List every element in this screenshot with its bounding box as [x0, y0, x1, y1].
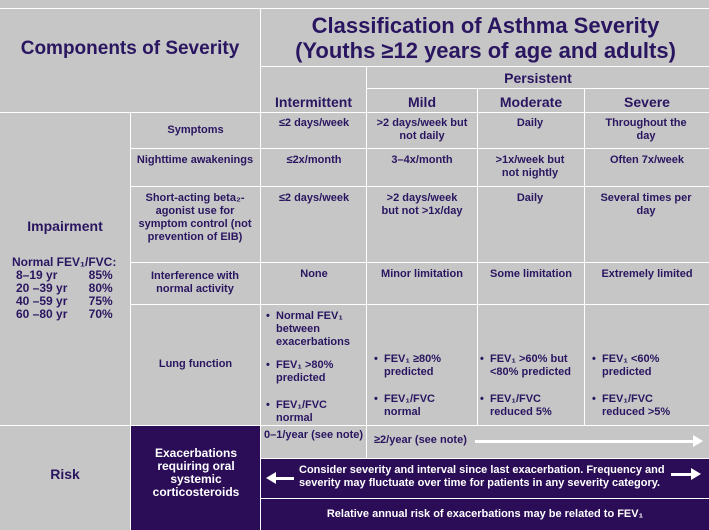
fev-norms-title: Normal FEV₁/FVC:: [12, 255, 117, 269]
freq-persistent: ≥2/year (see note): [374, 434, 467, 446]
lung-item: • FEV₁/FVC reduced >5%: [592, 393, 696, 419]
arrow-right-icon-2: [691, 468, 701, 480]
row-label-symptoms: Symptoms: [167, 124, 224, 136]
col-intermittent: Intermittent: [275, 94, 352, 110]
relative-risk-text: Relative annual risk of exacerbations may be related to FEV₁: [326, 508, 644, 520]
arrow-right-line: [475, 440, 695, 443]
persistent-header: Persistent: [504, 70, 572, 86]
impairment-label: Impairment: [27, 218, 103, 234]
exacerbations-label: Exacerbations requiring oral systemic corticosteroids: [152, 446, 240, 499]
symptoms-severe: Throughout the day: [605, 117, 687, 142]
nighttime-mild: 3–4x/month: [391, 154, 453, 166]
lung-moderate: [480, 353, 582, 419]
nighttime-moderate: >1x/week but not nightly: [495, 154, 565, 179]
fev-age: 40 –59 yr: [16, 294, 68, 308]
fev-norms: [12, 256, 128, 321]
symptoms-moderate: Daily: [516, 117, 544, 129]
lung-item: • FEV₁/FVC normal: [266, 399, 362, 425]
symptoms-intermittent: ≤2 days/week: [278, 117, 350, 129]
freq-intermittent: 0–1/year (see note): [261, 426, 366, 458]
saba-moderate: Daily: [516, 192, 544, 204]
lung-item: • FEV₁ <60% predicted: [592, 353, 696, 379]
lung-item: • FEV₁/FVC normal: [374, 393, 470, 419]
nighttime-intermittent: ≤2x/month: [286, 154, 342, 166]
title-line-1: Classification of Asthma Severity: [311, 13, 660, 38]
lung-item: • FEV₁ ≥80% predicted: [374, 353, 470, 379]
lung-item: • FEV₁/FVC reduced 5%: [480, 393, 582, 419]
saba-mild: >2 days/week but not >1x/day: [381, 192, 463, 217]
consider-text: Consider severity and interval since last exacerbation. Frequency and severity may fluctuate over time for patients in any severity category.: [299, 464, 665, 489]
fev-age: 60 –80 yr: [16, 307, 68, 321]
col-severe: Severe: [624, 94, 670, 110]
arrow-right-line-2: [671, 473, 693, 476]
consider-row: [261, 459, 709, 498]
lung-item: • FEV₁ >60% but <80% predicted: [480, 353, 582, 379]
title-line-2: (Youths ≥12 years of age and adults): [295, 38, 676, 63]
fev-pct: 75%: [88, 294, 113, 308]
fev-pct: 80%: [88, 281, 113, 295]
col-mild: Mild: [408, 94, 436, 110]
nighttime-severe: Often 7x/week: [610, 154, 684, 166]
row-label-saba: Short-acting beta₂-agonist use for symptom control (not prevention of EIB): [138, 192, 252, 243]
arrow-right-icon: [693, 435, 703, 447]
lung-severe: [592, 353, 696, 419]
col-moderate: Moderate: [499, 94, 563, 110]
fev-age: 20 –39 yr: [16, 281, 68, 295]
saba-severe: Several times per day: [600, 192, 692, 217]
freq-persistent-cell: [367, 426, 709, 458]
arrow-left-icon: [266, 472, 276, 484]
risk-label: Risk: [50, 466, 80, 482]
row-label-nighttime: Nighttime awakenings: [136, 154, 254, 166]
arrow-left-line: [274, 477, 294, 480]
fev-age: 8–19 yr: [16, 268, 58, 282]
interference-intermittent: None: [300, 268, 328, 280]
symptoms-mild: >2 days/week but not daily: [376, 117, 468, 142]
components-header: Components of Severity: [20, 38, 240, 59]
row-label-lung: Lung function: [158, 358, 233, 370]
lung-item: • FEV₁ >80% predicted: [266, 359, 362, 385]
lung-mild: [374, 353, 470, 419]
saba-intermittent: ≤2 days/week: [278, 192, 350, 204]
interference-severe: Extremely limited: [601, 268, 693, 280]
interference-mild: Minor limitation: [381, 268, 463, 280]
fev-pct: 70%: [88, 307, 113, 321]
lung-item: • Normal FEV₁ between exacerbations: [266, 310, 362, 349]
lung-intermittent: [266, 310, 362, 425]
interference-moderate: Some limitation: [490, 268, 572, 280]
row-label-interference: Interference with normal activity: [150, 270, 240, 295]
fev-pct: 85%: [88, 268, 113, 282]
